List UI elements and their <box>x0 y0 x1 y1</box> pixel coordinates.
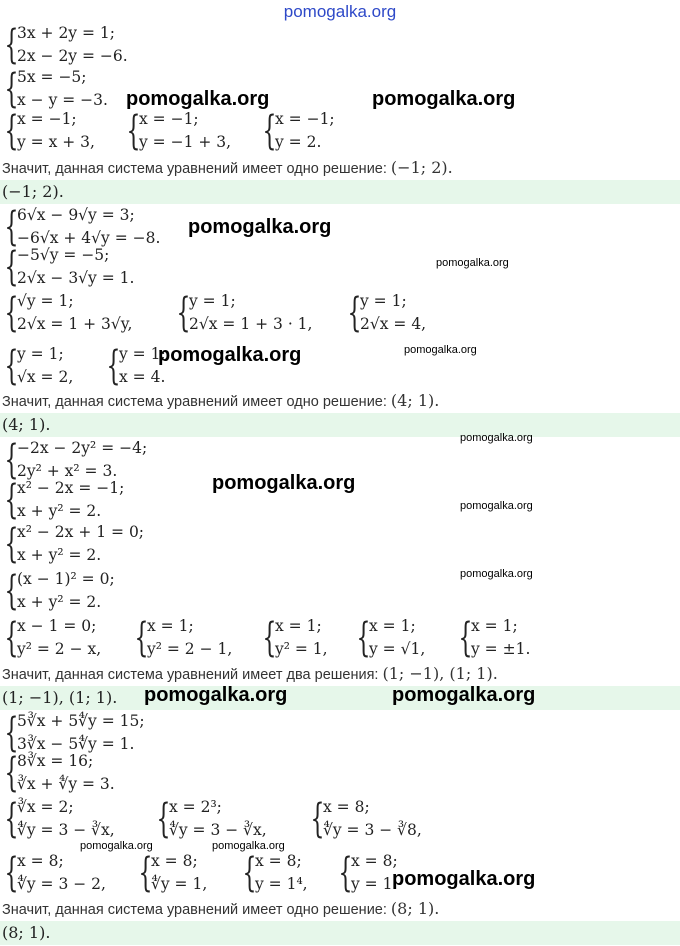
conclusion-text: Значит, данная система уравнений имеет два решения: <box>2 667 379 683</box>
equation: x = 2³; <box>169 798 222 816</box>
answer-bar-2 <box>0 413 680 437</box>
equation: y = 1; <box>189 292 236 310</box>
equation: x + y² = 2. <box>17 502 102 520</box>
system-3-5 <box>2 615 101 661</box>
brace-icon: { <box>262 615 277 661</box>
system-2-4 <box>174 290 312 336</box>
system-3-7 <box>260 615 328 661</box>
brace-icon: { <box>126 108 141 154</box>
equation: 2√x = 1 + 3√y, <box>17 315 133 333</box>
brace-icon: { <box>176 290 191 336</box>
equation: x = 8; <box>255 852 302 870</box>
system-4-2 <box>2 750 115 796</box>
equation: √y = 1; <box>17 292 74 310</box>
equation: x − 1 = 0; <box>17 617 97 635</box>
brace-icon: { <box>4 290 19 336</box>
system-3-8 <box>354 615 425 661</box>
brace-icon: { <box>262 108 277 154</box>
equation: 2y² + x² = 3. <box>17 462 118 480</box>
watermark: pomogalka.org <box>392 684 536 706</box>
equation: y = x + 3, <box>17 133 95 151</box>
brace-icon: { <box>4 710 19 756</box>
brace-icon: { <box>458 615 473 661</box>
system-3-6 <box>132 615 232 661</box>
equation: y = 1; <box>119 345 166 363</box>
equation: 2√x = 1 + 3 · 1, <box>189 315 313 333</box>
watermark: pomogalka.org <box>188 216 332 238</box>
brace-icon: { <box>4 66 19 112</box>
watermark-top[interactable]: pomogalka.org <box>283 2 397 21</box>
brace-icon: { <box>4 343 19 389</box>
system-2-6 <box>2 343 73 389</box>
system-3-4 <box>2 568 115 614</box>
brace-icon: { <box>4 22 19 68</box>
equation: x = 8; <box>323 798 370 816</box>
answer: (8; 1). <box>2 923 51 942</box>
brace-icon: { <box>4 850 19 896</box>
equation: ∜y = 3 − ∛x, <box>169 821 267 839</box>
equation: ∛x = 2; <box>17 798 74 816</box>
brace-icon: { <box>106 343 121 389</box>
system-4-9 <box>336 850 398 896</box>
watermark: pomogalka.org <box>372 88 516 110</box>
answer-bar-4 <box>0 921 680 945</box>
equation: y² = 2 − 1, <box>147 640 233 658</box>
brace-icon: { <box>4 204 19 250</box>
system-4-6 <box>2 850 106 896</box>
conclusion-answer: (8; 1). <box>390 899 440 918</box>
brace-icon: { <box>4 568 19 614</box>
equation: 5∛x + 5∜y = 15; <box>17 712 145 730</box>
system-4-3 <box>2 796 115 842</box>
equation: x = 8; <box>351 852 398 870</box>
equation: −2x − 2y² = −4; <box>17 439 148 457</box>
equation: y = −1 + 3, <box>139 133 232 151</box>
conclusion-answer: (1; −1), (1; 1). <box>382 664 498 683</box>
equation: 8∛x = 16; <box>17 752 94 770</box>
equation: x = −1; <box>17 110 77 128</box>
equation: 2√x − 3√y = 1. <box>17 269 135 287</box>
equation: x = 4. <box>119 368 166 386</box>
answer-bar-1 <box>0 180 680 204</box>
conclusion-answer: (4; 1). <box>390 391 440 410</box>
equation: x = 1; <box>369 617 416 635</box>
equation: x = 1; <box>147 617 194 635</box>
system-1-1 <box>2 22 128 68</box>
conclusion-text: Значит, данная система уравнений имеет одно решение: <box>2 394 387 410</box>
equation: 3x + 2y = 1; <box>17 24 115 42</box>
equation: x² − 2x + 1 = 0; <box>17 523 145 541</box>
equation: x = −1; <box>275 110 335 128</box>
conclusion-text: Значит, данная система уравнений имеет одно решение: <box>2 161 387 177</box>
equation: (x − 1)² = 0; <box>17 570 115 588</box>
brace-icon: { <box>242 850 257 896</box>
brace-icon: { <box>134 615 149 661</box>
system-4-4 <box>154 796 267 842</box>
equation: x = −1; <box>139 110 199 128</box>
system-4-8 <box>240 850 308 896</box>
brace-icon: { <box>4 477 19 523</box>
brace-icon: { <box>347 290 362 336</box>
watermark: pomogalka.org <box>158 344 302 366</box>
brace-icon: { <box>138 850 153 896</box>
equation: y = 1; <box>360 292 407 310</box>
answer: (4; 1). <box>2 415 51 434</box>
brace-icon: { <box>4 615 19 661</box>
system-1-3 <box>2 108 95 154</box>
equation: ∜y = 3 − ∛8, <box>323 821 422 839</box>
equation: y = 1; <box>17 345 64 363</box>
equation: √x = 2, <box>17 368 74 386</box>
system-2-2 <box>2 244 134 290</box>
equation: x = 1; <box>471 617 518 635</box>
equation: x² − 2x = −1; <box>17 479 125 497</box>
answer: (1; −1), (1; 1). <box>2 688 118 707</box>
equation: y = ±1. <box>471 640 531 658</box>
equation: 2x − 2y = −6. <box>17 47 128 65</box>
system-2-7 <box>104 343 166 389</box>
brace-icon: { <box>4 521 19 567</box>
watermark: pomogalka.org <box>436 257 509 269</box>
system-1-2 <box>2 66 108 112</box>
system-1-5 <box>260 108 335 154</box>
watermark: pomogalka.org <box>404 344 477 356</box>
conclusion-1 <box>2 158 453 177</box>
system-2-5 <box>345 290 426 336</box>
equation: 3∛x − 5∜y = 1. <box>17 735 135 753</box>
brace-icon: { <box>338 850 353 896</box>
system-3-2 <box>2 477 124 523</box>
equation: −5√y = −5; <box>17 246 110 264</box>
system-4-7 <box>136 850 207 896</box>
equation: ∜y = 3 − ∛x, <box>17 821 115 839</box>
equation: ∜y = 1, <box>151 875 208 893</box>
system-3-9 <box>456 615 530 661</box>
watermark: pomogalka.org <box>460 500 533 512</box>
equation: y² = 1, <box>275 640 328 658</box>
watermark: pomogalka.org <box>126 88 270 110</box>
equation: x − y = −3. <box>17 91 108 109</box>
brace-icon: { <box>356 615 371 661</box>
system-2-3 <box>2 290 132 336</box>
watermark: pomogalka.org <box>212 472 356 494</box>
equation: 6√x − 9√y = 3; <box>17 206 135 224</box>
conclusion-2 <box>2 391 439 410</box>
brace-icon: { <box>4 244 19 290</box>
answer-bar-3 <box>0 686 680 710</box>
equation: x = 1; <box>275 617 322 635</box>
brace-icon: { <box>4 108 19 154</box>
brace-icon: { <box>4 750 19 796</box>
system-4-5 <box>308 796 422 842</box>
equation: y² = 2 − x, <box>17 640 102 658</box>
conclusion-4 <box>2 899 439 918</box>
watermark: pomogalka.org <box>144 684 288 706</box>
system-3-3 <box>2 521 144 567</box>
watermark: pomogalka.org <box>80 840 153 852</box>
system-1-4 <box>124 108 231 154</box>
equation: x + y² = 2. <box>17 546 102 564</box>
conclusion-3 <box>2 664 498 683</box>
equation: x + y² = 2. <box>17 593 102 611</box>
brace-icon: { <box>4 796 19 842</box>
equation: y = 1⁴, <box>255 875 308 893</box>
equation: y = √1, <box>369 640 426 658</box>
equation: 5x = −5; <box>17 68 87 86</box>
watermark: pomogalka.org <box>460 568 533 580</box>
watermark: pomogalka.org <box>460 432 533 444</box>
answer: (−1; 2). <box>2 182 64 201</box>
equation: y = 1. <box>351 875 398 893</box>
equation: −6√x + 4√y = −8. <box>17 229 161 247</box>
equation: x = 8; <box>17 852 64 870</box>
brace-icon: { <box>156 796 171 842</box>
watermark: pomogalka.org <box>392 868 536 890</box>
brace-icon: { <box>310 796 325 842</box>
equation: y = 2. <box>275 133 322 151</box>
equation: ∜y = 3 − 2, <box>17 875 106 893</box>
watermark: pomogalka.org <box>212 840 285 852</box>
conclusion-text: Значит, данная система уравнений имеет одно решение: <box>2 902 387 918</box>
equation: ∛x + ∜y = 3. <box>17 775 115 793</box>
equation: 2√x = 4, <box>360 315 427 333</box>
equation: x = 8; <box>151 852 198 870</box>
brace-icon: { <box>4 437 19 483</box>
conclusion-answer: (−1; 2). <box>390 158 453 177</box>
